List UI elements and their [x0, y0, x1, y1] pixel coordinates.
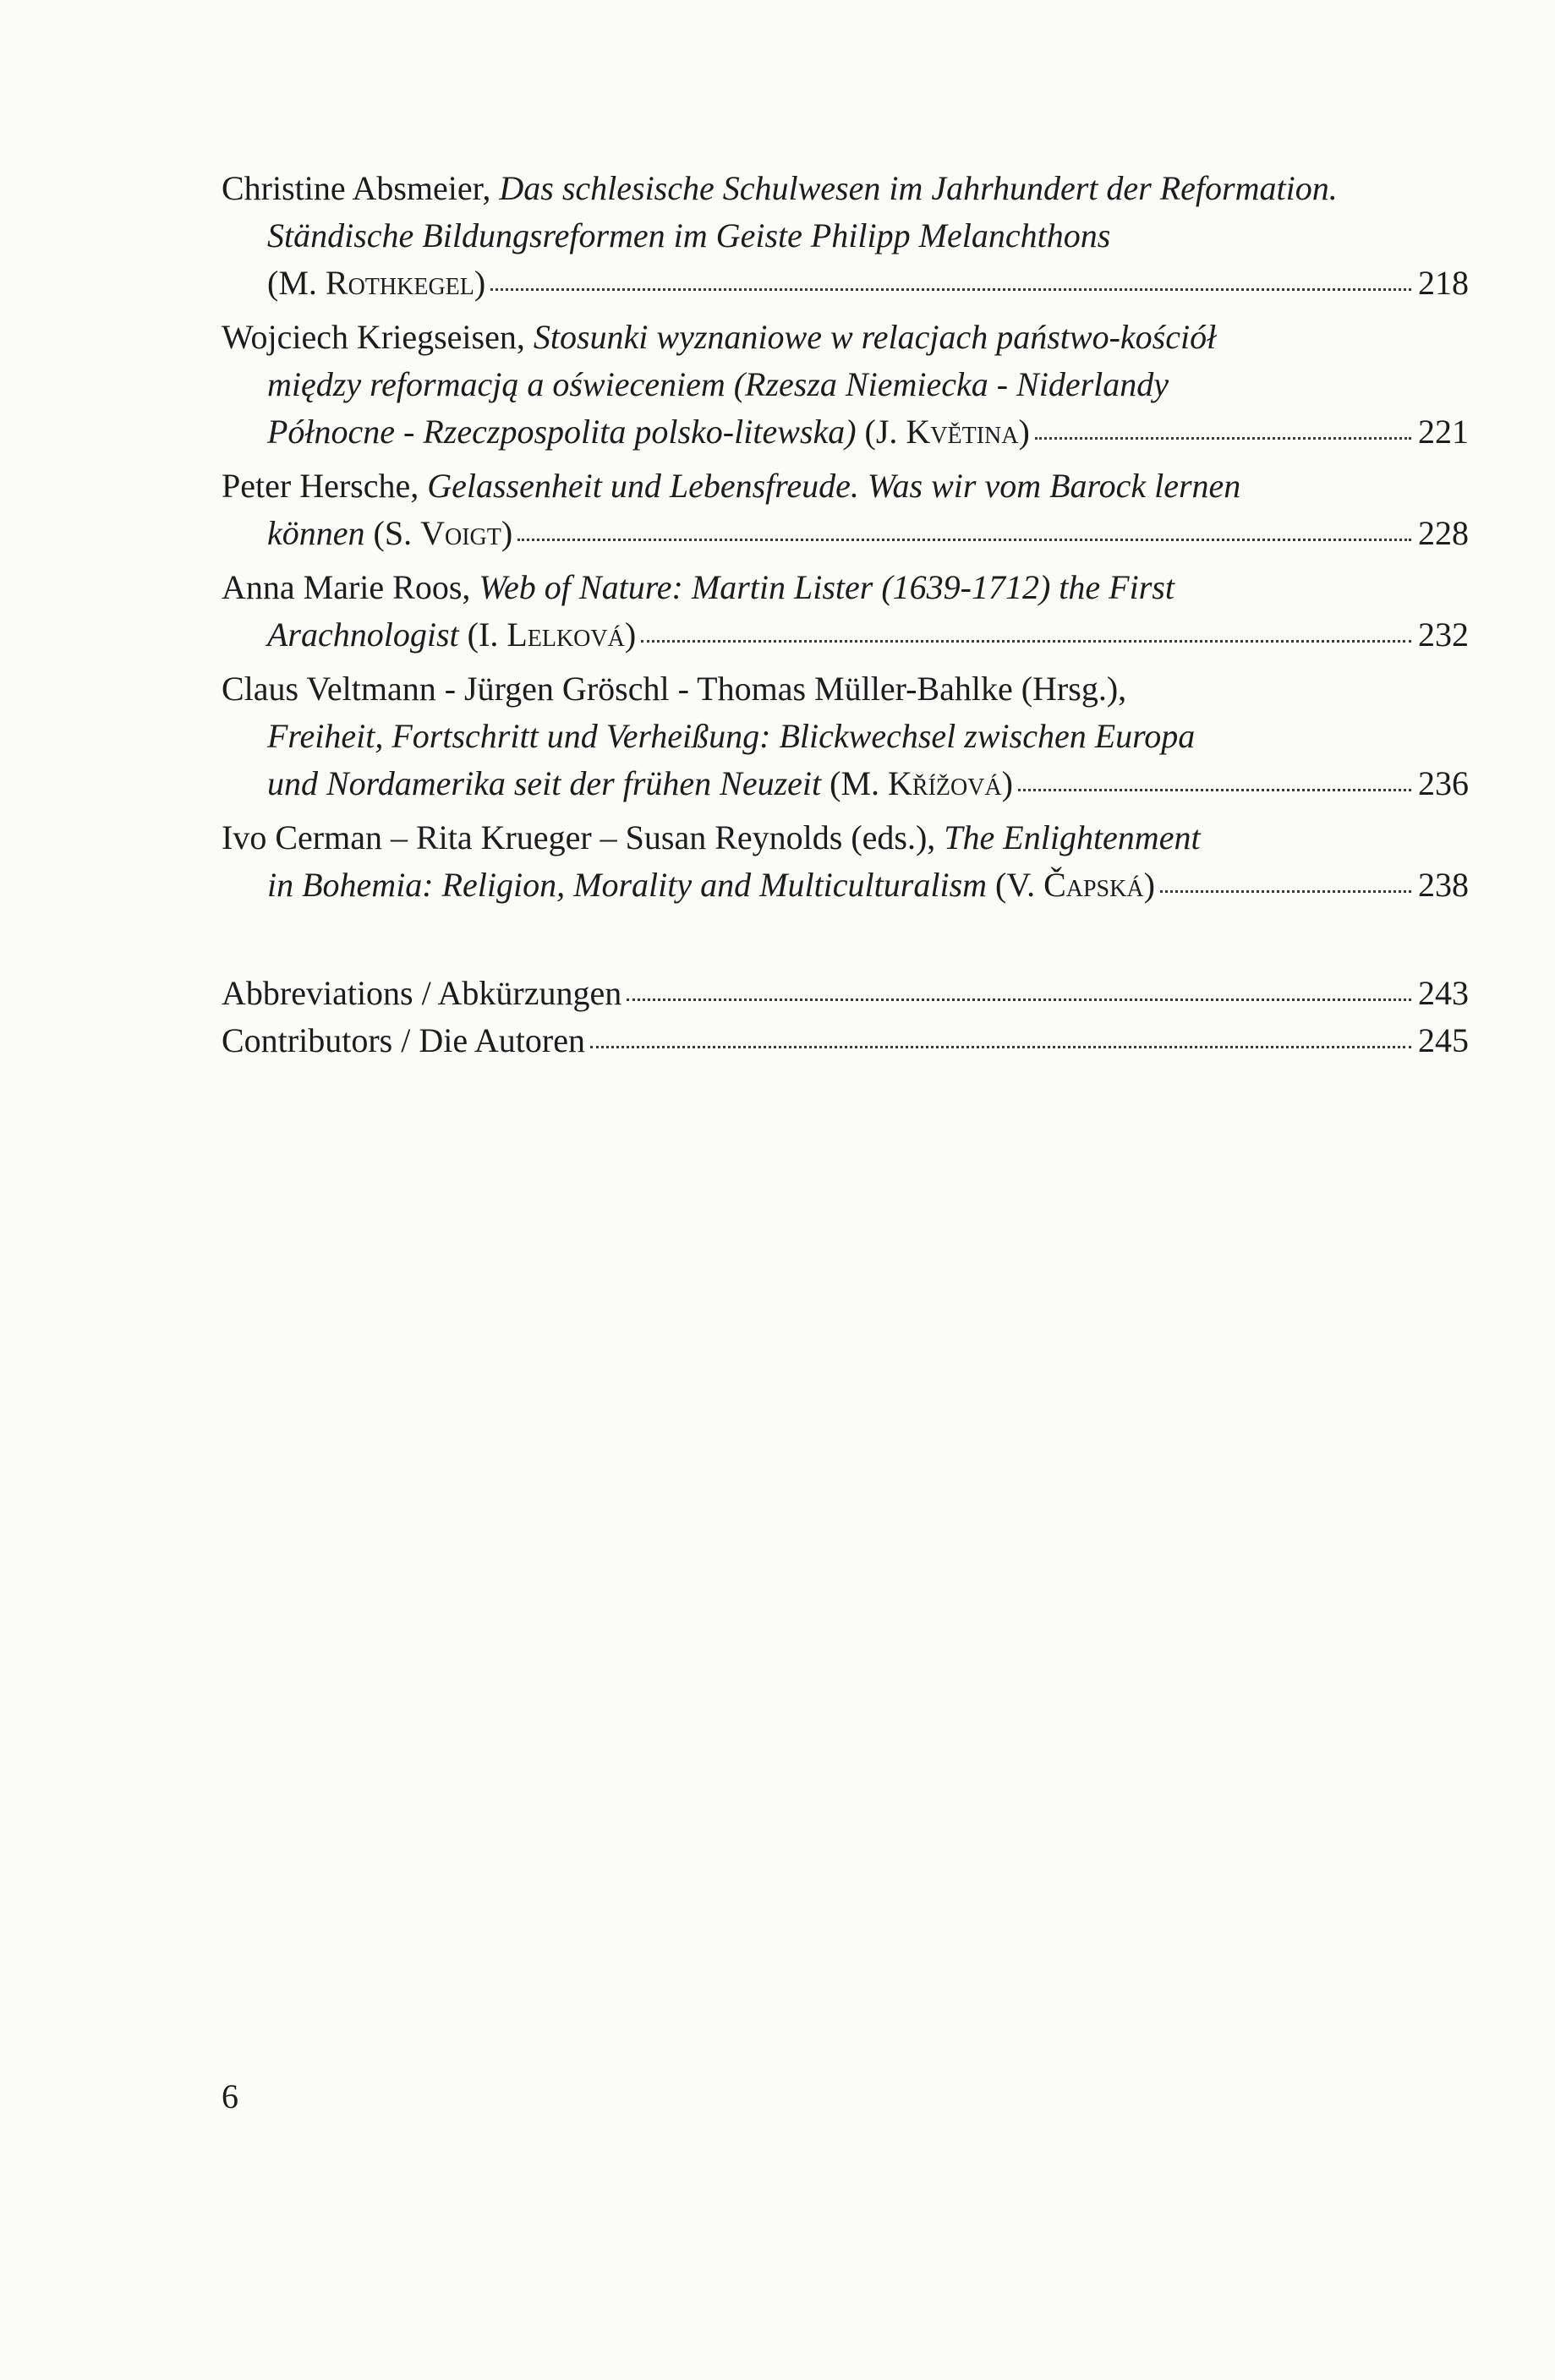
- toc-entry: [222, 462, 1469, 557]
- entry-page-number: 221: [1418, 413, 1469, 451]
- entry-author: Peter Hersche,: [222, 467, 428, 505]
- entry-page-number: 228: [1418, 514, 1469, 552]
- entry-title: Web of Nature: Martin Lister (1639-1712) the First: [479, 568, 1174, 606]
- entry-reviewer: in Bohemia: Religion, Morality and Multiculturalism (V. Čapská): [267, 866, 1155, 904]
- appendix-page-number: 243: [1418, 974, 1469, 1012]
- section-gap: [222, 916, 1469, 970]
- entry-reviewer: Północne - Rzeczpospolita polsko-litewska) (J. Květina): [267, 413, 1030, 451]
- entry-last-line: [222, 260, 1469, 307]
- entry-page-number: 238: [1418, 866, 1469, 904]
- entry-title: Stosunki wyznaniowe w relacjach państwo-kościół: [533, 318, 1217, 356]
- entry-author: Claus Veltmann - Jürgen Gröschl - Thomas Müller-Bahlke (Hrsg.),: [222, 670, 1127, 708]
- dot-leader: [627, 971, 1411, 1004]
- entry-reviewer: Arachnologist (I. Lelková): [267, 616, 637, 654]
- entry-last-line: [222, 760, 1469, 807]
- appendix-label: Abbreviations / Abkürzungen: [222, 974, 622, 1012]
- entry-line: [222, 814, 1469, 862]
- toc-entry: [222, 314, 1469, 456]
- entry-title: Freiheit, Fortschritt und Verheißung: Blickwechsel zwischen Europa: [267, 717, 1196, 755]
- appendix-label: Contributors / Die Autoren: [222, 1021, 585, 1059]
- entry-page-number: 232: [1418, 616, 1469, 654]
- entry-reviewer: können (S. Voigt): [267, 514, 513, 552]
- entry-line: [222, 462, 1469, 510]
- entry-last-line: [222, 510, 1469, 557]
- entry-reviewer: (M. Rothkegel): [267, 264, 486, 302]
- dot-leader: [1160, 862, 1411, 896]
- toc-entry: [222, 564, 1469, 659]
- entry-line: [222, 564, 1469, 611]
- dot-leader: [490, 260, 1411, 294]
- toc-entry: [222, 814, 1469, 909]
- page-number: 6: [222, 2077, 238, 2115]
- entry-line: [222, 165, 1469, 212]
- entry-author: Ivo Cerman – Rita Krueger – Susan Reynolds (eds.),: [222, 818, 944, 856]
- dot-leader: [517, 511, 1411, 544]
- entry-line: [222, 314, 1469, 361]
- toc-entry: [222, 665, 1469, 807]
- entry-title: Das schlesische Schulwesen im Jahrhundert der Reformation.: [499, 169, 1338, 207]
- toc-appendix-contributors: [222, 1017, 1469, 1064]
- entry-title-continued: między reformacją a oświeceniem (Rzesza Niemiecka - Niderlandy: [267, 365, 1169, 403]
- entry-title: Gelassenheit und Lebensfreude. Was wir vom Barock lernen: [427, 467, 1241, 505]
- dot-leader: [1035, 409, 1411, 443]
- toc-appendix-abbreviations: [222, 970, 1469, 1017]
- dot-leader: [590, 1018, 1411, 1052]
- entry-author: Anna Marie Roos,: [222, 568, 479, 606]
- entry-page-number: 236: [1418, 764, 1469, 802]
- entry-author: Wojciech Kriegseisen,: [222, 318, 534, 356]
- entry-page-number: 218: [1418, 264, 1469, 302]
- entry-last-line: [222, 408, 1469, 456]
- entry-author: Christine Absmeier,: [222, 169, 500, 207]
- dot-leader: [641, 612, 1411, 646]
- entry-last-line: [222, 862, 1469, 909]
- dot-leader: [1018, 761, 1411, 795]
- entry-reviewer: und Nordamerika seit der frühen Neuzeit (M. Křížová): [267, 764, 1013, 802]
- appendix-page-number: 245: [1418, 1021, 1469, 1059]
- entry-last-line: [222, 611, 1469, 659]
- entry-title-continued: Ständische Bildungsreformen im Geiste Philipp Melanchthons: [267, 216, 1111, 254]
- table-of-contents: [222, 165, 1469, 1064]
- entry-title: The Enlightenment: [944, 818, 1201, 856]
- toc-entry: [222, 165, 1469, 307]
